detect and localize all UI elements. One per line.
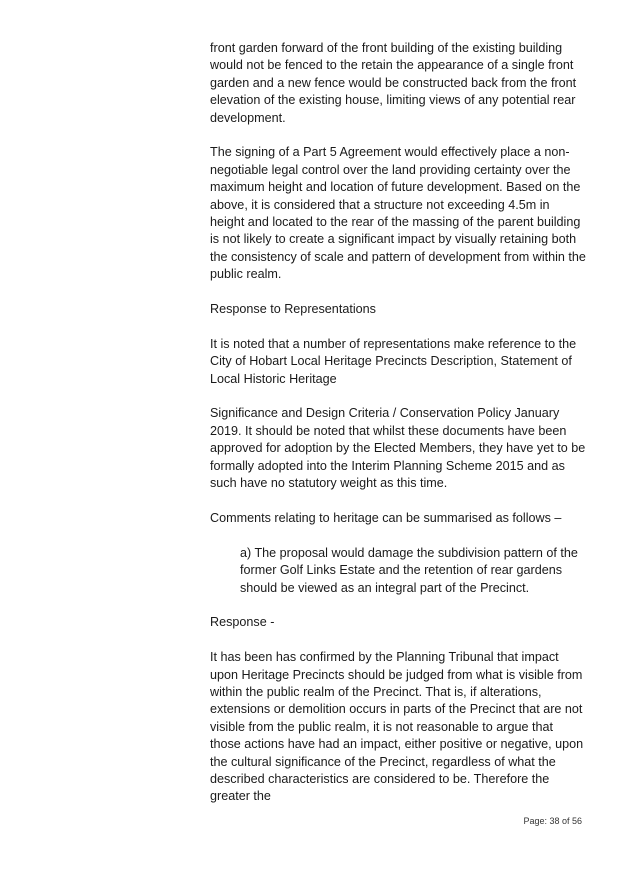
heading-response-to-representations: Response to Representations bbox=[210, 302, 376, 317]
paragraph-representations-reference: It is noted that a number of representations make reference to the City of Hobart Local Heritage Precincts Description, Statement of Local Historic Heritage bbox=[210, 336, 577, 386]
body-text bbox=[210, 40, 586, 823]
paragraph-fence-continuation: front garden forward of the front building of the existing building would not be fenced to the retain the appearance of a single front garden and a new fence would be constructed back from the front elevation of the existing house, limiting views of any potential rear development. bbox=[210, 41, 577, 125]
heading-response: Response - bbox=[210, 615, 275, 630]
list-item-heritage-comment-a: a) The proposal would damage the subdivision pattern of the former Golf Links Estate and the retention of rear gardens should be viewed as an integral part of the Precinct. bbox=[240, 545, 578, 595]
paragraph-significance-criteria: Significance and Design Criteria / Conservation Policy January 2019. It should be noted that whilst these documents have been approved for adoption by the Elected Members, they have yet to be formally adopted into the Interim Planning Scheme 2015 and as such have no statutory weight as this time. bbox=[210, 406, 586, 491]
page-number: Page: 38 of 56 bbox=[523, 816, 582, 826]
paragraph-heritage-comments-intro: Comments relating to heritage can be summarised as follows – bbox=[210, 510, 562, 525]
paragraph-planning-tribunal: It has been has confirmed by the Planning Tribunal that impact upon Heritage Precincts should be judged from what is visible from within the public realm of the Precinct. That is, if alterations, extensions or demolition occurs in parts of the Precinct that are not visible from the public realm, it is not reasonable to argue that those actions have had an impact, either positive or negative, upon the cultural significance of the Precinct, regardless of what the described characteristics are considered to be. Therefore the greater the bbox=[210, 650, 584, 804]
paragraph-part5-agreement: The signing of a Part 5 Agreement would effectively place a non-negotiable legal control over the land providing certainty over the maximum height and location of future development. Based on the above, it is considered that a structure not exceeding 4.5m in height and located to the rear of the massing of the parent building is not likely to create a significant impact by visually retaining both the consistency of scale and pattern of development from within the public realm. bbox=[210, 145, 586, 282]
